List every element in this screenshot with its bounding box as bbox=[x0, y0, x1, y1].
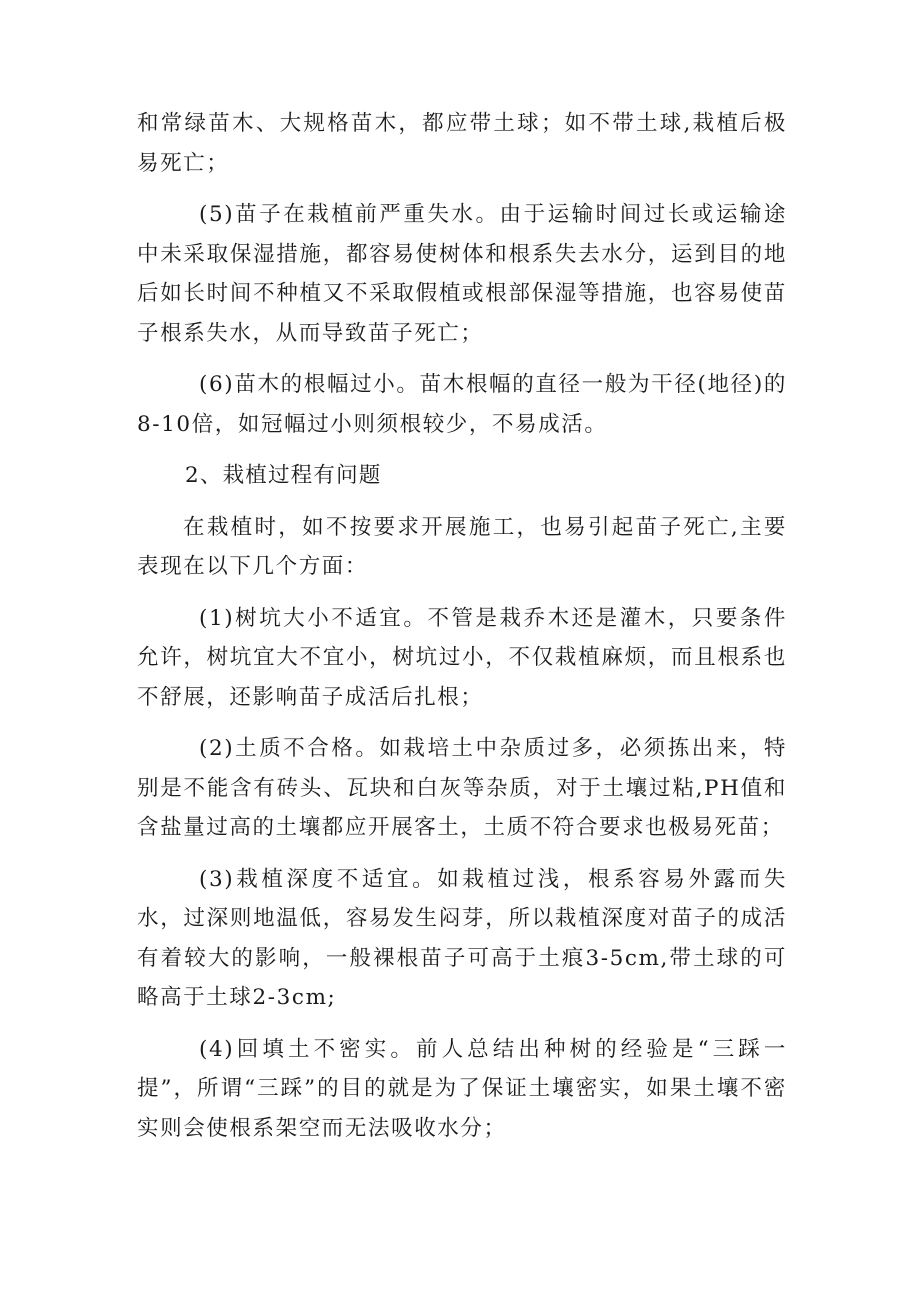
continuation-paragraph: 和常绿苗木、大规格苗木，都应带土球；如不带土球,栽植后极易死亡； bbox=[137, 111, 787, 176]
item-5-paragraph: (5)苗子在栽植前严重失水。由于运输时间过长或运输途中未采取保湿措施，都容易使树体和根系失去水分，运到目的地后如长时间不种植又不采取假植或根部保湿等措施，也容易使苗子根系失水，从而导致苗子死亡； bbox=[137, 202, 787, 346]
item-4-paragraph: (4)回填土不密实。前人总结出种树的经验是“三踩一提”，所谓“三踩”的目的就是为了保证土壤密实，如果土壤不密实则会使根系架空而无法吸收水分； bbox=[137, 1036, 787, 1141]
item-1-paragraph: (1)树坑大小不适宜。不管是栽乔木还是灌木，只要条件允许，树坑宜大不宜小，树坑过小，不仅栽植麻烦，而且根系也不舒展，还影响苗子成活后扎根； bbox=[137, 605, 787, 710]
section-heading: 2、栽植过程有问题 bbox=[185, 463, 382, 488]
section-intro-paragraph: 在栽植时，如不按要求开展施工，也易引起苗子死亡,主要表现在以下几个方面： bbox=[137, 514, 787, 579]
item-6-paragraph: (6)苗木的根幅过小。苗木根幅的直径一般为干径(地径)的8-10倍，如冠幅过小则须根较少，不易成活。 bbox=[137, 372, 787, 437]
item-3-paragraph: (3)栽植深度不适宜。如栽植过浅，根系容易外露而失水，过深则地温低，容易发生闷芽，所以栽植深度对苗子的成活有着较大的影响，一般裸根苗子可高于土痕3-5cm,带土球的可略高于土球2-3cm; bbox=[137, 866, 787, 1010]
document-body bbox=[137, 104, 787, 1160]
item-2-paragraph: (2)土质不合格。如栽培土中杂质过多，必须拣出来，特别是不能含有砖头、瓦块和白灰等杂质，对于土壤过粘,PH值和含盐量过高的土壤都应开展客土，土质不符合要求也极易死苗； bbox=[137, 736, 787, 840]
